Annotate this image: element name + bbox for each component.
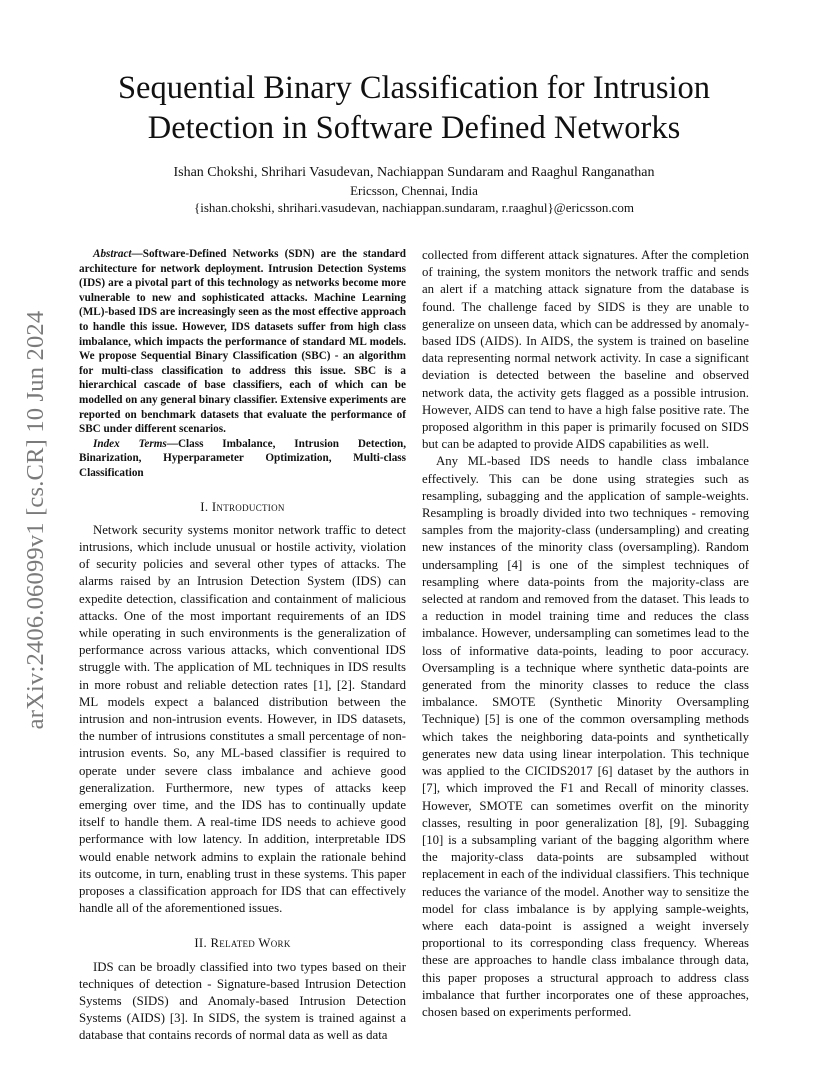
section-heading-related-work: II. Related Work	[194, 936, 291, 951]
related-work-continuation: collected from different attack signatures. After the completion of training, the system monitors the network traffic and sends an alert if a matching attack signature from the database is found. The challenge faced by SIDS is they are unable to generalize on unseen data, which can be addressed by anomaly-based IDS (AIDS). In AIDS, the system is trained on baseline data representing normal network activity. In case a significant deviation is detected between the baseline and observed network data, the activity gets flagged as a possible intrusion. However, AIDS can tend to have a high false positive rate. The proposed algorithm in this paper is primarily focused on SIDS but can be adapted to provide AIDS capabilities as well.	[422, 248, 749, 452]
introduction-paragraph: Network security systems monitor network traffic to detect intrusions, which include unusual or hostile activity, violation of security policies and several other types of attacks. The alarms raised by an Intrusion Detection System (IDS) can expedite detection, classification and containment of malicious attacks. One of the most important requirements of an IDS while operating in such environments is the generalization of performance across various attacks, which conventional IDS struggle with. The application of ML techniques in IDS results in more robust and reliable detection rates [1], [2]. Standard ML models expect a balanced distribution between the intrusion and non-intrusion events. However, in IDS datasets, the number of intrusions constitutes a small percentage of non-intrusion events. So, any ML-based classifier is required to operate under severe class imbalance and achieve good generalization. Furthermore, new types of attacks keep emerging over time, and the IDS has to continually update itself to handle them. A real-time IDS needs to achieve good performance with low latency. In addition, interpretable IDS would enable network admins to explain the rationale behind its outcome, in turn, enabling trust in these systems. This paper proposes a classification approach for IDS that can effectively handle all of the aforementioned issues.	[79, 522, 406, 916]
related-work-paragraph: IDS can be broadly classified into two types based on their techniques of detection - Signature-based Intrusion Detection Systems (SIDS) and Anomaly-based Intrusion Detection Systems (AIDS) [3]. In SIDS, the system is trained against a database that contains records of normal data as well as data	[79, 959, 406, 1043]
author-emails: {ishan.chokshi, shrihari.vasudevan, nachiappan.sundaram, r.raaghul}@ericsson.com	[194, 200, 634, 215]
abstract: Abstract—Software-Defined Networks (SDN) are the standard architecture for network deployment. Intrusion Detection Systems (IDS) are a pivotal part of this technology as networks become more vulnerable to new and sophisticated attacks. Machine Learning (ML)-based IDS are increasingly seen as the most effective approach to handle this issue. However, IDS datasets suffer from high class imbalance, which impacts the performance of standard ML models. We propose Sequential Binary Classification (SBC) - an algorithm for multi-class classification to address this issue. SBC is a hierarchical cascade of base classifiers, each of which can be modelled on any general binary classifier. Extensive experiments are reported on benchmark datasets that evaluate the performance of SBC under different scenarios.	[79, 248, 406, 436]
affiliation: Ericsson, Chennai, India	[350, 183, 478, 198]
author-list: Ishan Chokshi, Shrihari Vasudevan, Nachiappan Sundaram and Raaghul Ranganathan	[173, 165, 655, 180]
index-terms: Index Terms—Class Imbalance, Intrusion Detection, Binarization, Hyperparameter Optimization, Multi-class Classification	[79, 437, 406, 479]
index-terms-text: Class Imbalance, Intrusion Detection, Binarization, Hyperparameter Optimization, Multi-class Classification	[79, 437, 406, 479]
index-terms-label: Index Terms	[93, 437, 167, 450]
section-heading-introduction: I. Introduction	[200, 499, 285, 514]
left-column	[79, 247, 406, 1045]
right-column	[422, 247, 749, 1021]
abstract-text: Software-Defined Networks (SDN) are the standard architecture for network deployment. Intrusion Detection Systems (IDS) are a pivotal part of this technology as networks become more vulnerable to new and sophisticated attacks. Machine Learning (ML)-based IDS are increasingly seen as the most effective approach to handle this issue. However, IDS datasets suffer from high class imbalance, which impacts the performance of standard ML models. We propose Sequential Binary Classification (SBC) - an algorithm for multi-class classification to address this issue. SBC is a hierarchical cascade of base classifiers, each of which can be modelled on any general binary classifier. Extensive experiments are reported on benchmark datasets that evaluate the performance of SBC under different scenarios.	[79, 248, 406, 436]
arxiv-stamp-text: arXiv:2406.06099v1 [cs.CR] 10 Jun 2024	[22, 310, 49, 730]
paper-title: Sequential Binary Classification for Intrusion Detection in Software Defined Networks	[117, 70, 711, 146]
class-imbalance-paragraph: Any ML-based IDS needs to handle class imbalance effectively. This can be done using strategies such as resampling, subagging and the application of sample-weights. Resampling is broadly divided into two techniques - removing samples from the majority-class (undersampling) and creating new instances of the minority class (oversampling). Random undersampling [4] is one of the simplest techniques of resampling where data-points from the majority-class are selected at random and removed from the dataset. This leads to a reduction in model training time and reduces the class imbalance. However, undersampling can sometimes lead to the loss of informative data-points, leading to poor accuracy. Oversampling is a technique where synthetic data-points are generated from the minority classes to reduce the class imbalance. SMOTE (Synthetic Minority Oversampling Technique) [5] is one of the common oversampling methods which takes the neighboring data-points and synthetically generates new data using linear interpolation. This technique was applied to the CICIDS2017 [6] dataset by the authors in [7], which improved the F1 and Recall of minority classes. However, SMOTE can sometimes overfit on the minority classes, resulting in poor generalization [8], [9]. Subagging [10] is a subsampling variant of the bagging algorithm where the majority-class data-points are subsampled without replacement in each of the individual classifiers. This technique reduces the variance of the model. Another way to sensitize the model for class imbalance is by applying sample-weights, where each data-point is assigned a weight inversely proportional to its corresponding class frequency. Whereas these are approaches to handle class imbalance through data, this paper proposes a structural approach to address class imbalance that further incorporates one of these approaches, chosen based on experiments performed.	[422, 454, 749, 1019]
abstract-label: Abstract	[93, 248, 132, 260]
